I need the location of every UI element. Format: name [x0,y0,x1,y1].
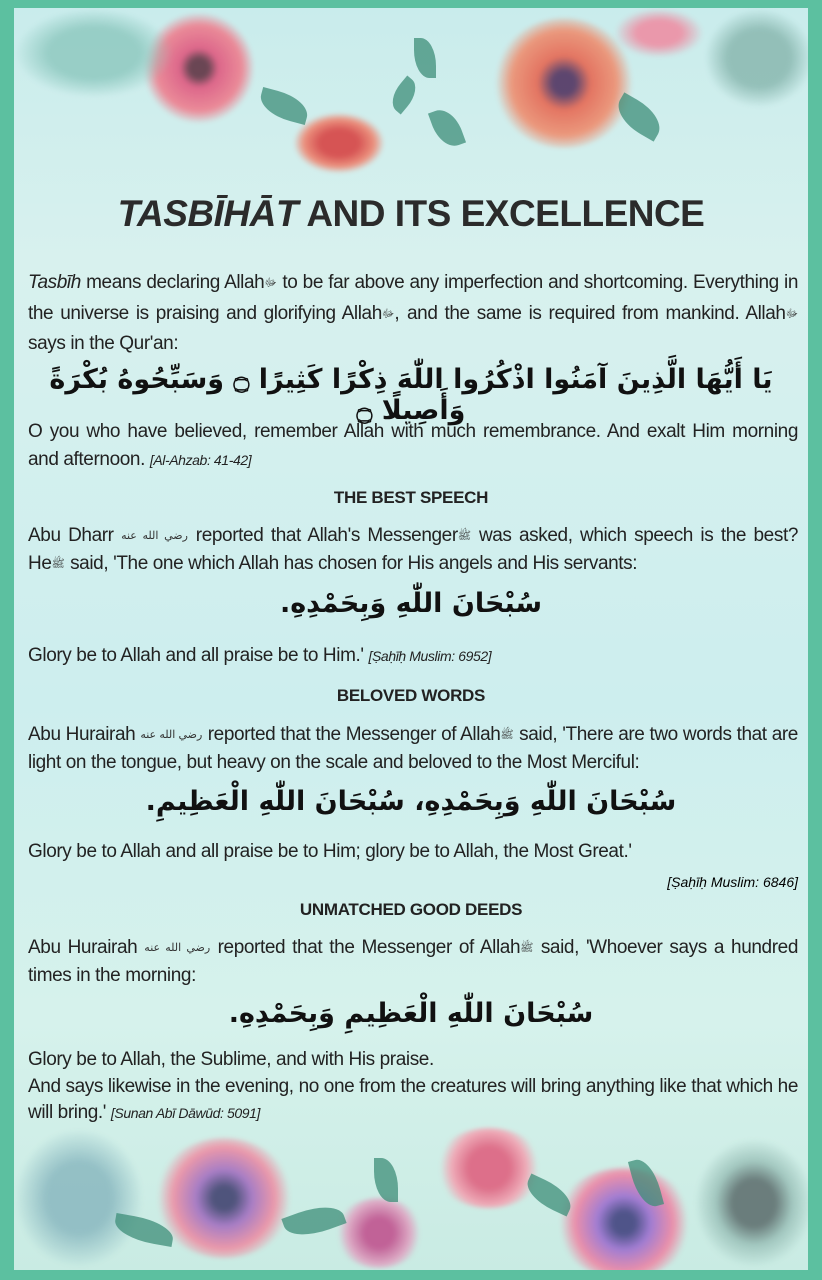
citation: [Ṣaḥīḥ Muslim: 6952] [368,648,492,664]
text: And says likewise in the evening, no one from the creatures will bring anything like that which he will bring.' [28,1076,798,1123]
text: Glory be to Allah and all praise be to Him.' [28,645,364,666]
arabic-dhikr: سُبْحَانَ اللّٰهِ الْعَظِيمِ وَبِحَمْدِهِ. [228,998,594,1029]
section-heading: UNMATCHED GOOD DEEDS [299,900,523,919]
arabic-dhikr: سُبْحَانَ اللّٰهِ وَبِحَمْدِهِ، سُبْحَانَ اللّٰهِ الْعَظِيمِ. [145,786,677,817]
section-heading: BELOVED WORDS [336,686,486,705]
honorific-icon: رضي الله عنه [121,530,188,542]
honorific-icon: ﷺ [500,729,514,741]
dhikr-translation: Glory be to Allah, the Sublime, and with His praise. [28,1049,434,1070]
section-heading: THE BEST SPEECH [333,488,489,507]
text: O you who have believed, remember Allah with much remembrance. And exalt Him morning and afternoon. [28,421,798,470]
term: Tasbīh [28,272,81,293]
honorific-icon: ﷻ [785,307,798,320]
title-rest: AND ITS EXCELLENCE [297,193,705,234]
dhikr-translation: Glory be to Allah and all praise be to Him; glory be to Allah, the Most Great.' [28,841,632,862]
text: Abu Hurairah [28,937,138,958]
honorific-icon: ﷺ [520,942,534,954]
verse-translation [28,418,798,474]
honorific-icon: ﷻ [264,277,277,289]
title-italic: TASBĪHĀT [117,193,298,234]
citation: [Al-Ahzab: 41-42] [149,452,252,468]
text: reported that the Messenger of Allah [210,937,521,958]
hadith-text [28,522,798,578]
honorific-icon: ﷺ [51,558,65,570]
text: said, 'The one which Allah has chosen for His angels and His servants: [64,553,638,574]
text: was asked, which speech is the best? He [28,525,798,574]
hadith-text [28,934,798,990]
text: means declaring Allah [80,272,265,293]
arabic-dhikr: سُبْحَانَ اللّٰهِ وَبِحَمْدِهِ. [279,588,543,619]
text: Abu Hurairah [28,724,136,745]
honorific-icon: رضي الله عنه [140,729,203,741]
hadith-continuation [28,1074,798,1126]
poster [14,8,808,1270]
text: says in the Qur'an: [28,333,179,354]
honorific-icon: ﷻ [381,307,395,320]
citation: [Sunan Abī Dāwūd: 5091] [110,1105,260,1121]
citation: [Ṣaḥīḥ Muslim: 6846] [667,874,798,890]
text: said, 'Whoever says a hundred times in the morning: [28,937,798,986]
arabic-verse: يَا أَيُّهَا الَّذِينَ آمَنُوا اذْكُرُوا اللّٰهَ ذِكْرًا كَثِيرًا ۝ وَسَبِّحُوهُ بُكْرَةً وَأَصِيلًا ۝ [49,364,773,426]
text: Abu Dharr [28,525,114,546]
text: reported that Allah's Messenger [187,525,458,546]
intro-paragraph [28,268,798,359]
dhikr-translation [28,642,798,670]
text: to be far above any imperfection and shortcoming. Everything in the universe is praising and glorifying Allah [28,272,799,324]
honorific-icon: رضي الله عنه [144,942,211,954]
text: said, 'There are two words that are light on the tongue, but heavy on the scale and beloved to the Most Merciful: [28,724,798,773]
text: , and the same is required from mankind. Allah [394,302,786,324]
text: reported that the Messenger of Allah [202,724,501,745]
hadith-text [28,721,798,777]
page-title [14,193,808,235]
honorific-icon: ﷺ [457,530,472,542]
